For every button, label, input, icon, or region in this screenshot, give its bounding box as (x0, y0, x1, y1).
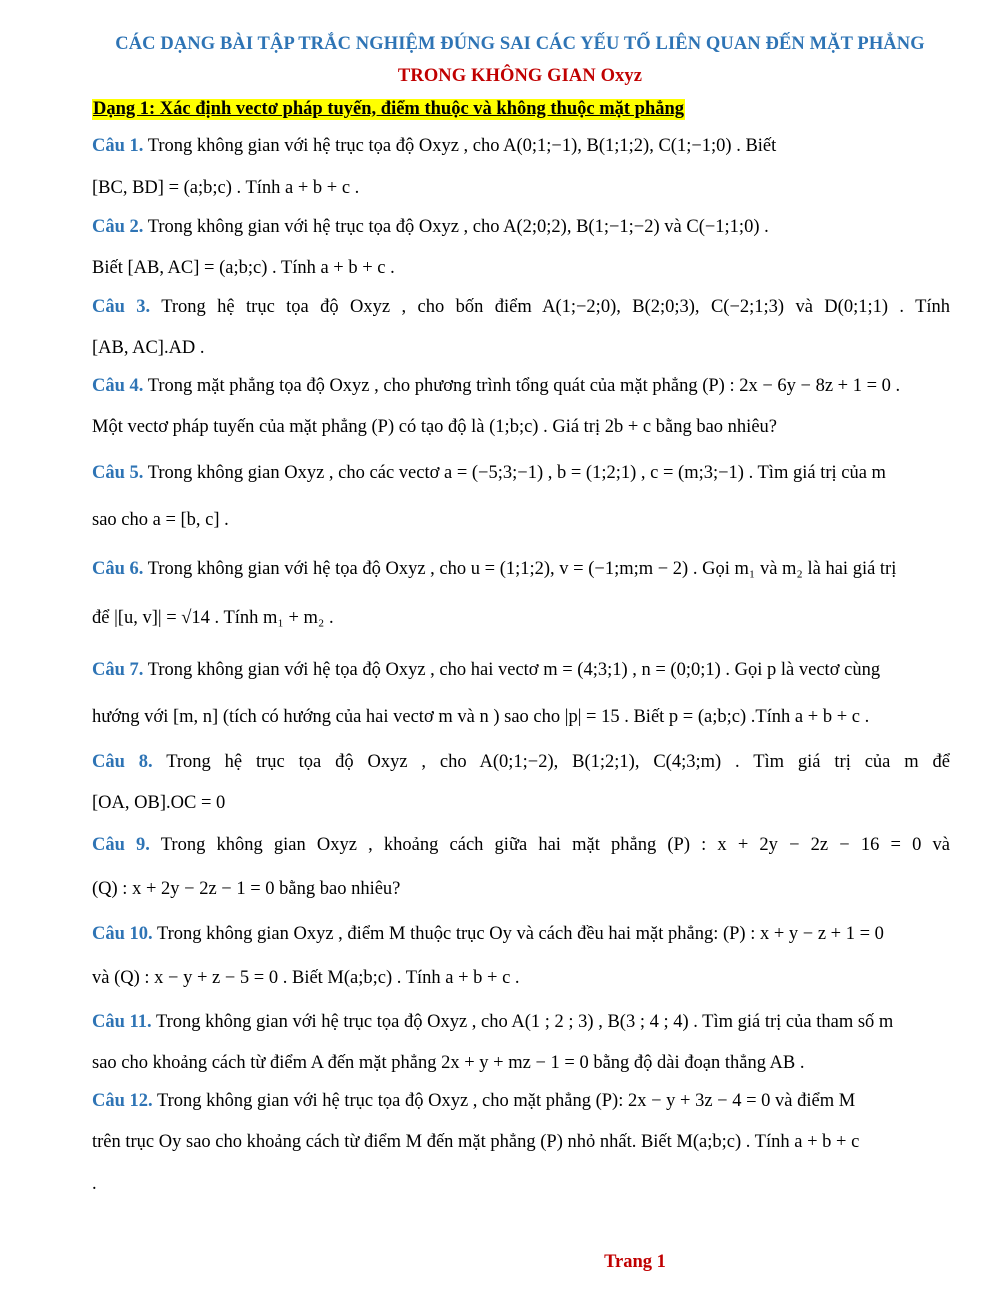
document-title-line1: CÁC DẠNG BÀI TẬP TRẮC NGHIỆM ĐÚNG SAI CÁC YẾU TỐ LIÊN QUAN ĐẾN MẶT PHẲNG (115, 34, 925, 54)
question-3-line-1 (92, 295, 950, 319)
question-7-line-1 (92, 658, 950, 682)
question-text: Trong mặt phẳng tọa độ Oxyz , cho phương trình tổng quát của mặt phẳng (P) : 2x − 6y − 8z + 1 = 0 . (147, 376, 901, 396)
question-text: Trong không gian Oxyz , cho các vectơ a = (−5;3;−1) , b = (1;2;1) , c = (m;3;−1) . Tìm giá trị của m (147, 463, 886, 483)
question-text: Trong không gian Oxyz , điểm M thuộc trục Oy và cách đều hai mặt phẳng: (P) : x + y − z + 1 = 0 (156, 924, 884, 944)
question-label: Câu 11. (92, 1012, 152, 1032)
question-3-line-2: [AB, AC].AD . (92, 338, 205, 358)
question-9-line-2: (Q) : x + 2y − 2z − 1 = 0 bằng bao nhiêu? (92, 879, 401, 899)
question-text: Trong không gian với hệ trục tọa độ Oxyz , cho A(2;0;2), B(1;−1;−2) và C(−1;1;0) . (147, 217, 769, 237)
question-5-line-1 (92, 461, 950, 485)
question-8-line-2: [OA, OB].OC = 0 (92, 793, 226, 813)
question-8-line-1 (92, 750, 950, 774)
question-text: Trong không gian với hệ trục tọa độ Oxyz , cho mặt phẳng (P): 2x − y + 3z − 4 = 0 và điểm M (156, 1091, 856, 1111)
question-10-line-1 (92, 922, 950, 946)
section-heading: Dạng 1: Xác định vectơ pháp tuyến, điểm thuộc và không thuộc mặt phẳng (93, 99, 685, 119)
question-4-line-2: Một vectơ pháp tuyến của mặt phẳng (P) có tạo độ là (1;b;c) . Giá trị 2b + c bằng bao nhiêu? (92, 417, 777, 437)
question-text: Trong hệ trục tọa độ Oxyz , cho bốn điểm A(1;−2;0), B(2;0;3), C(−2;1;3) và D(0;1;1) . Tính (161, 297, 951, 317)
question-label: Câu 1. (92, 136, 144, 156)
question-12-line-3: . (92, 1174, 97, 1194)
question-2-line-1 (92, 215, 950, 239)
question-text: Trong không gian với hệ tọa độ Oxyz , cho hai vectơ m = (4;3;1) , n = (0;0;1) . Gọi p là vectơ cùng (147, 660, 881, 680)
page-number: Trang 1 (604, 1252, 666, 1272)
question-11-line-2: sao cho khoảng cách từ điểm A đến mặt phẳng 2x + y + mz − 1 = 0 bằng độ dài đoạn thẳng AB . (92, 1053, 805, 1073)
question-text: Trong không gian với hệ trục tọa độ Oxyz , cho A(1 ; 2 ; 3) , B(3 ; 4 ; 4) . Tìm giá trị của tham số m (155, 1012, 894, 1032)
question-label: Câu 10. (92, 924, 153, 944)
question-10-line-2: và (Q) : x − y + z − 5 = 0 . Biết M(a;b;c) . Tính a + b + c . (92, 968, 520, 988)
question-7-line-2: hướng với [m, n] (tích có hướng của hai vectơ m và n ) sao cho |p| = 15 . Biết p = (a;b;c) .Tính a + b + c . (92, 707, 870, 727)
question-6-line-2: để |[u, v]| = √14 . Tính m₁ + m₂ . (92, 608, 334, 628)
question-12-line-2: trên trục Oy sao cho khoảng cách từ điểm M đến mặt phẳng (P) nhỏ nhất. Biết M(a;b;c) . Tính a + b + c (92, 1132, 860, 1152)
question-label: Câu 3. (92, 297, 151, 317)
question-label: Câu 7. (92, 660, 144, 680)
question-label: Câu 2. (92, 217, 144, 237)
question-1-line-2: [BC, BD] = (a;b;c) . Tính a + b + c . (92, 178, 360, 198)
question-label: Câu 12. (92, 1091, 153, 1111)
question-label: Câu 8. (92, 752, 153, 772)
question-text: Trong không gian Oxyz , khoảng cách giữa hai mặt phẳng (P) : x + 2y − 2z − 16 = 0 và (160, 835, 950, 855)
document-title-line2: TRONG KHÔNG GIAN Oxyz (397, 66, 643, 86)
question-text: Trong hệ trục tọa độ Oxyz , cho A(0;1;−2), B(1;2;1), C(4;3;m) . Tìm giá trị của m để (166, 752, 950, 772)
question-4-line-1 (92, 374, 950, 398)
question-1-line-1 (92, 134, 950, 158)
question-12-line-1 (92, 1089, 950, 1113)
question-5-line-2: sao cho a = [b, c] . (92, 510, 229, 530)
question-6-line-1 (92, 557, 950, 581)
question-label: Câu 9. (92, 835, 150, 855)
question-11-line-1 (92, 1010, 950, 1034)
question-label: Câu 4. (92, 376, 144, 396)
question-label: Câu 5. (92, 463, 144, 483)
question-2-line-2: Biết [AB, AC] = (a;b;c) . Tính a + b + c . (92, 258, 395, 278)
question-text: Trong không gian với hệ trục tọa độ Oxyz , cho A(0;1;−1), B(1;1;2), C(1;−1;0) . Biết (147, 136, 777, 156)
question-text: Trong không gian với hệ tọa độ Oxyz , cho u = (1;1;2), v = (−1;m;m − 2) . Gọi m₁ và m₂ là hai giá trị (147, 559, 897, 579)
question-label: Câu 6. (92, 559, 144, 579)
question-9-line-1 (92, 833, 950, 857)
